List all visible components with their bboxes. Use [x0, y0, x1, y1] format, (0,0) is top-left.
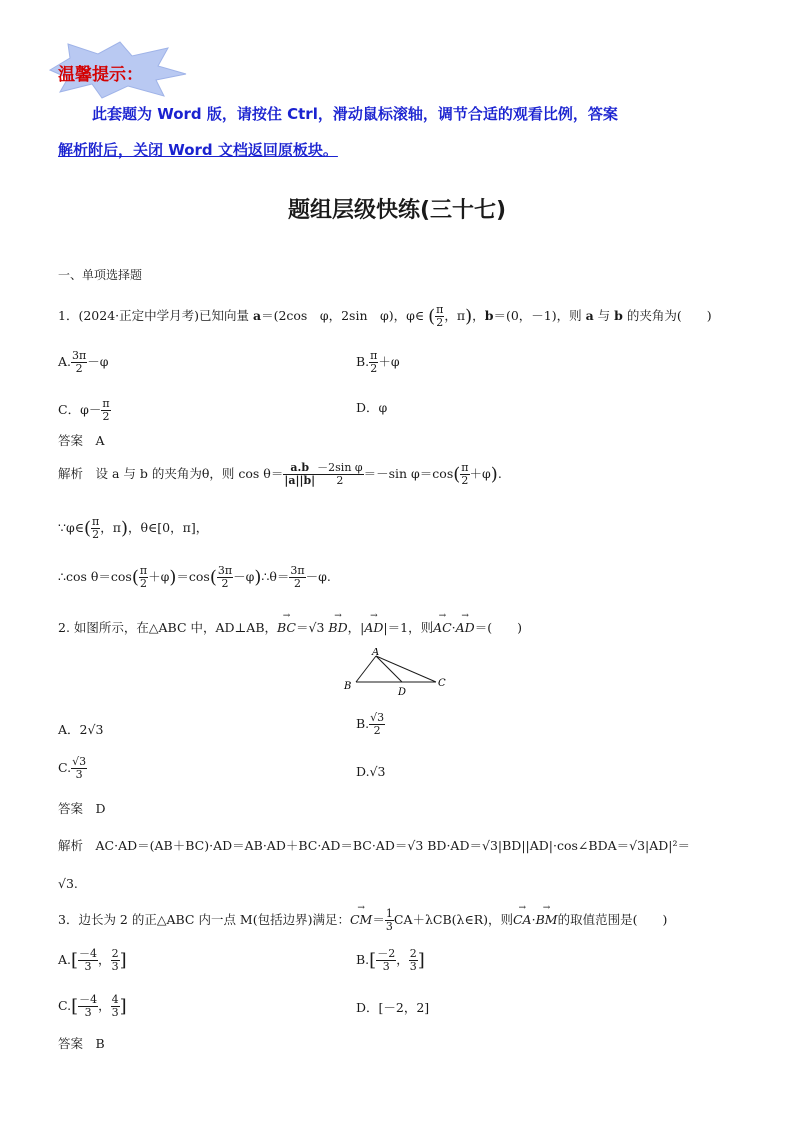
q2-triangle-figure: [340, 648, 460, 698]
section-heading: 一、单项选择题: [58, 268, 143, 282]
q2-option-b[interactable]: B. $\frac{√3}{2}$: [356, 711, 385, 737]
fig-label-b: B: [344, 681, 352, 692]
q1-stem: 1．(2024·正定中学月考)已知向量 a＝(2cos φ，2sin φ)，φ∈ ( $\frac{\pi}{2}$ ，π)，b＝(0，－1)，则 a 与 b 的夹角为( ): [58, 303, 712, 329]
q2-stem: 2. 如图所示，在△ABC 中，AD⊥AB，→ BC＝√3 → BD，|→ AD|＝1，则→ AC·→ AD＝( ): [58, 618, 522, 636]
page-title: 题组层级快练(三十七): [287, 198, 507, 223]
notice-line-1: 此套题为 Word 版，请按住 Ctrl，滑动鼠标滚轴，调节合适的观看比例，答案: [92, 105, 618, 123]
q1-option-a[interactable]: A. $\frac{3\pi}{2}$ －φ: [58, 349, 109, 375]
q1-option-c[interactable]: C．φ－ $\frac{\pi}{2}$: [58, 397, 110, 423]
q2-option-d[interactable]: D.√3: [356, 764, 386, 779]
q2-option-a[interactable]: A．2√3: [58, 722, 104, 737]
q3-option-d[interactable]: D．[－2，2]: [356, 1000, 430, 1015]
q1-answer: 答案 A: [58, 433, 105, 448]
q2-analysis: 解析 AC·AD＝(AB＋BC)·AD＝AB·AD＋BC·AD＝BC·AD＝√3 BD·AD＝√3|BD||AD|·cos∠BDA＝√3|AD|²＝: [58, 838, 691, 853]
q1-analysis-line-2: ∵φ∈( $\frac{\pi}{2}$ ，π)，θ∈[0，π]，: [58, 515, 209, 541]
q2-option-c[interactable]: C. $\frac{√3}{3}$: [58, 755, 87, 781]
q1-option-b[interactable]: B. $\frac{\pi}{2}$ ＋φ: [356, 349, 400, 375]
q3-option-c[interactable]: C.[ $\frac{-4}{3}$ ， $\frac{4}{3}$ ]: [58, 993, 127, 1019]
q3-answer: 答案 B: [58, 1036, 105, 1051]
fig-label-a: A: [372, 648, 380, 658]
fig-label-d: D: [398, 687, 407, 698]
q3-stem: 3．边长为 2 的正△ABC 内一点 M(包括边界)满足：→ CM＝ $\frac{1}{3}$ CA＋λCB(λ∈R)，则→ CA·→ BM的取值范围是( ): [58, 908, 667, 933]
q1-analysis-line-3: ∴cos θ＝cos( $\frac{\pi}{2}$ ＋φ)＝cos( $\frac{3\pi}{2}$ －φ)∴θ＝ $\frac{3\pi}{2}$ －φ.: [58, 564, 331, 590]
fig-label-c: C: [438, 678, 446, 689]
q1-option-d[interactable]: D．φ: [356, 400, 388, 415]
notice-line-2: 解析附后，关闭 Word 文档返回原板块。: [58, 141, 338, 159]
q3-option-b[interactable]: B.[ $\frac{-2}{3}$ ， $\frac{2}{3}$ ]: [356, 947, 425, 973]
q2-answer: 答案 D: [58, 801, 106, 816]
q2-analysis-end: √3.: [58, 876, 78, 891]
q3-option-a[interactable]: A.[ $\frac{-4}{3}$ ， $\frac{2}{3}$ ]: [58, 947, 127, 973]
tip-label: 温馨提示：: [58, 65, 143, 85]
q1-analysis: 解析 设 a 与 b 的夹角为θ，则 cos θ＝ $\frac{a.b}{|a||b|}$ $\frac{\text{－2sin φ}}{2}$ ＝－sin φ＝cos( $\frac{\pi}{2}$ ＋φ).: [58, 461, 502, 487]
